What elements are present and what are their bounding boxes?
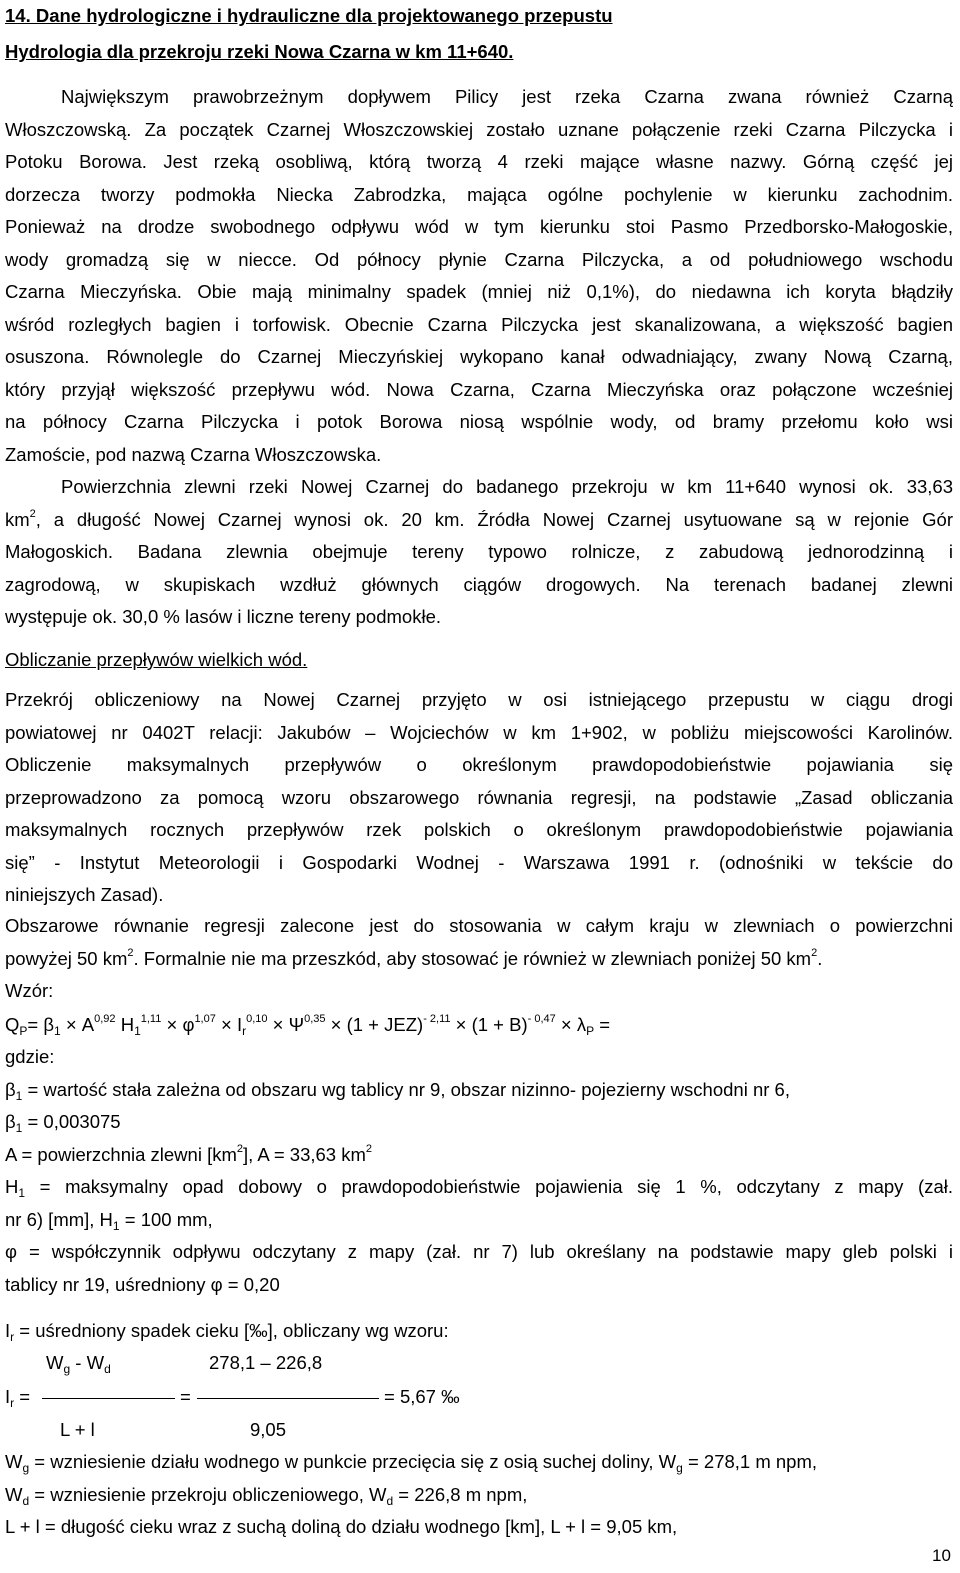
text-line: występuje ok. 30,0 % lasów i liczne tereny podmokłe. bbox=[5, 606, 441, 627]
section-heading: 14. Dane hydrologiczne i hydrauliczne dla projektowanego przepustu bbox=[5, 5, 613, 26]
text-line: maksymalnych rocznych przepływów rzek polskich o określonym prawdopodobieństwie pojawiania bbox=[5, 819, 953, 840]
text-line: Obliczenie maksymalnych przepływów o określonym prawdopodobieństwie pojawiania się bbox=[5, 754, 953, 775]
text-line: na północy Czarna Pilczycka i potok Borowa niosą wspólnie wody, od bramy przełomu koło wsi bbox=[5, 411, 953, 432]
text-line: $km^2$, a długość Nowej Czarnej wynosi ok. 20 km. Źródła Nowej Czarnej usytuowane są w rejonie Gór bbox=[5, 507, 953, 530]
fraction-bar bbox=[197, 1398, 379, 1399]
text-line: zagrodową, w skupiskach wzdłuż głównych ciągów drogowych. Na terenach badanej zlewni bbox=[5, 573, 953, 595]
wd-definition: $W_d$ = wzniesienie przekroju obliczeniowego, $W_d = 226,8$ m npm, bbox=[5, 1483, 528, 1508]
text-line: powyżej 50 $km^2$. Formalnie nie ma przeszkód, aby stosować je również w zlewniach poniżej 50 $km^2$. bbox=[5, 946, 823, 969]
paragraph-river-description bbox=[5, 81, 953, 471]
text-line: wśród rozległych bagien i torfowisk. Obecnie Czarna Pilczycka jest skanalizowana, a większość bagien bbox=[5, 313, 953, 335]
text-line: Przekrój obliczeniowy na Nowej Czarnej przyjęto w osi istniejącego przepustu w ciągu drogi bbox=[5, 689, 953, 710]
text-line: Największym prawobrzeżnym dopływem Pilicy jest rzeka Czarna zwana również Czarną bbox=[61, 86, 953, 107]
text-line: Małogoskich. Badana zlewnia obejmuje tereny typowo rolnicze, z zabudową jednorodzinną i bbox=[5, 541, 953, 562]
text-line: Czarna Mieczyńska. Obie mają minimalny spadek (mniej niż 0,1%), do niedawna ich koryta błądziły bbox=[5, 281, 953, 302]
equals-sign: = bbox=[180, 1386, 191, 1407]
text-line: się” - Instytut Meteorologii i Gospodarki Wodnej - Warszawa 1991 r. (odnośniki w tekście do bbox=[5, 851, 953, 873]
denominator-symbols: L + l bbox=[60, 1419, 95, 1440]
paragraph-regression bbox=[5, 910, 953, 1008]
page-number: 10 bbox=[932, 1546, 951, 1565]
calculation-section-title: Obliczanie przepływów wielkich wód. bbox=[5, 649, 308, 670]
text-line: Powierzchnia zlewni rzeki Nowej Czarnej do badanego przekroju w km 11+640 wynosi ok. 33,63 bbox=[61, 476, 953, 497]
text-line: wody gromadzą się w niecce. Od północy płynie Czarna Pilczycka, a od południowego wschodu bbox=[5, 248, 953, 270]
phi-definition: φ = współczynnik odpływu odczytany z mapy (zał. nr 7) lub określany na podstawie mapy gleb polski i bbox=[5, 1241, 953, 1262]
paragraph-catchment bbox=[5, 471, 953, 634]
text-line: powiatowej nr 0402T relacji: Jakubów – Wojciechów w km 1+902, w pobliżu miejscowości Karolinów. bbox=[5, 721, 953, 743]
fraction-result: = 5,67 ‰ bbox=[384, 1386, 460, 1407]
text-line: dorzecza tworzy podmokła Niecka Zabrodzka, mająca ogólne pochylenie w kierunku zachodnim. bbox=[5, 183, 953, 205]
length-definition: L + l = długość cieku wraz z suchą doliną do działu wodnego [km], L + l = 9,05 km, bbox=[5, 1516, 678, 1537]
text-line: Obszarowe równanie regresji zalecone jest do stosowania w całym kraju w zlewniach o powierzchni bbox=[5, 915, 953, 936]
denominator-value: 9,05 bbox=[250, 1419, 287, 1440]
area-definition: A = powierzchnia zlewni $[km^2]$, A = 33,63 $km^2$ bbox=[5, 1142, 373, 1165]
text-line: przeprowadzono za pomocą wzoru obszarowego równania regresji, na podstawie „Zasad obliczania bbox=[5, 786, 953, 808]
beta-definition: $\beta_1$ = wartość stała zależna od obszaru wg tablicy nr 9, obszar nizinno- pojezierny wschodni nr 6, bbox=[5, 1078, 790, 1103]
gdzie-label: gdzie: bbox=[5, 1046, 55, 1067]
definitions-list bbox=[5, 1041, 953, 1301]
text-line: który przyjął większość przepływu wód. Nowa Czarna, Czarna Mieczyńska oraz połączone wcześniej bbox=[5, 378, 953, 400]
text-line: Potoku Borowa. Jest rzeką osobliwą, którą tworzą 4 rzeki mające własne nazwy. Górną część jej bbox=[5, 151, 953, 172]
elevation-definitions bbox=[5, 1446, 953, 1544]
text-line: Zamoście, pod nazwą Czarna Włoszczowska. bbox=[5, 443, 382, 465]
numerator-symbols: $W_g - W_d$ bbox=[46, 1352, 111, 1376]
fraction-bar bbox=[42, 1398, 175, 1399]
paragraph-calculation-method bbox=[5, 684, 953, 912]
h1-value: nr 6) [mm], $H_1 = 100$ mm, bbox=[5, 1208, 213, 1233]
numerator-values: 278,1 – 226,8 bbox=[209, 1352, 323, 1373]
phi-value: tablicy nr 19, uśredniony φ = 0,20 bbox=[5, 1273, 280, 1295]
text-line: Ponieważ na drodze swobodnego odpływu wód w tym kierunku stoi Pasmo Przedborsko-Małogoskie, bbox=[5, 216, 953, 237]
ir-symbol: $I_r$ = bbox=[5, 1386, 31, 1410]
text-line: osuszona. Równolegle do Czarnej Mieczyńskiej wykopano kanał odwadniający, zwany Nową Czarną, bbox=[5, 346, 953, 367]
text-line: niniejszych Zasad). bbox=[5, 884, 164, 905]
hydrology-subheading: Hydrologia dla przekroju rzeki Nowa Czarna w km 11+640. bbox=[5, 41, 514, 62]
ir-definition: $I_r$ = uśredniony spadek cieku [‰], obliczany wg wzoru: bbox=[5, 1320, 449, 1344]
wg-definition: $W_g$ = wzniesienie działu wodnego w punkcie przecięcia się z osią suchej doliny, $W_g = 278,1$ m npm, bbox=[5, 1451, 818, 1475]
wzor-label: Wzór: bbox=[5, 980, 54, 1001]
h1-definition: $H_1$ = maksymalny opad dobowy o prawdopodobieństwie pojawienia się 1 %, odczytany z mapy (zał. bbox=[5, 1176, 953, 1200]
text-line: Włoszczowską. Za początek Czarnej Włoszczowskiej zostało uznane połączenie rzeki Czarna Pilczycka i bbox=[5, 118, 953, 140]
regression-formula: $Q_P= \beta_1 \times A^{0,92}$ $H_1^{1,11} \times \varphi^{1,07} \times I_r^{0,10} \times \Psi^{0,35} \times (1 + JEZ)^{- 2,11} \times (1 + B)^{- 0,47} \times \lambda_P$ = bbox=[5, 1013, 611, 1038]
beta-value: $\beta_1 = 0,003075$ bbox=[5, 1111, 121, 1135]
